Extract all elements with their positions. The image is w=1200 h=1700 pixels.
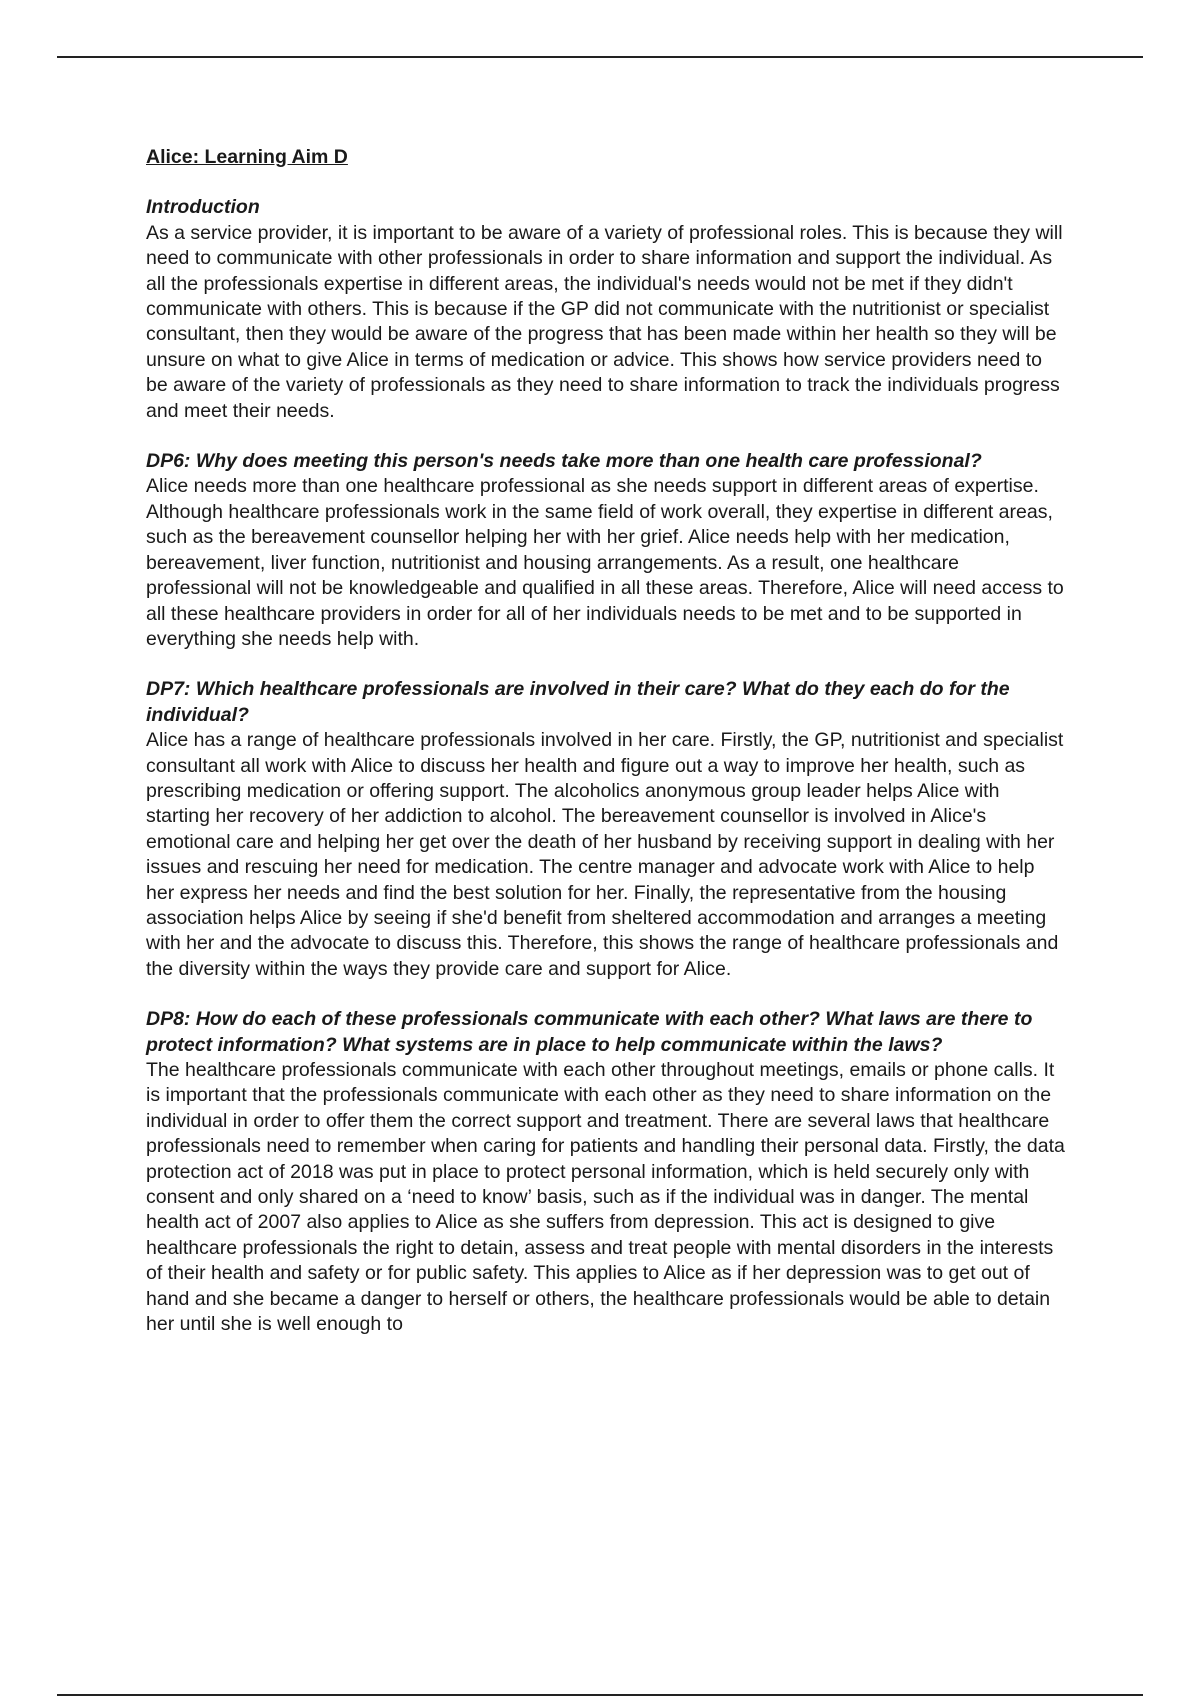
section-introduction <box>146 195 1066 424</box>
section-heading: DP8: How do each of these professionals communicate with each other? What laws are there to protect information? What systems are in place to help communicate within the laws? <box>146 1008 1033 1056</box>
section-paragraph: Alice needs more than one healthcare professional as she needs support in different areas of expertise. Although healthcare professionals work in the same field of work overall, they expertise in different areas, such as the bereavement counsellor helping her with her grief. Alice needs help with her medication, bereavement, liver function, nutritionist and housing arrangements. As a result, one healthcare professional will not be knowledgeable and qualified in all these areas. Therefore, Alice will need access to all these healthcare providers in order for all of her individuals needs to be met and to be supported in everything she needs help with. <box>146 475 1064 650</box>
document-content <box>146 145 1066 1362</box>
section-paragraph: Alice has a range of healthcare professionals involved in her care. Firstly, the GP, nutritionist and specialist consultant all work with Alice to discuss her health and figure out a way to improve her health, such as prescribing medication or offering support. The alcoholics anonymous group leader helps Alice with starting her recovery of her addiction to alcohol. The bereavement counsellor is involved in Alice's emotional care and helping her get over the death of her husband by receiving support in dealing with her issues and rescuing her need for medication. The centre manager and advocate work with Alice to help her express her needs and find the best solution for her. Finally, the representative from the housing association helps Alice by seeing if she'd benefit from sheltered accommodation and arranges a meeting with her and the advocate to discuss this. Therefore, this shows the range of healthcare professionals and the diversity within the ways they provide care and support for Alice. <box>146 729 1064 980</box>
section-heading: DP7: Which healthcare professionals are involved in their care? What do they each do for the individual? <box>146 678 1010 726</box>
section-paragraph: As a service provider, it is important to be aware of a variety of professional roles. This is because they will need to communicate with other professionals in order to share information and support the individual. As all the professionals expertise in different areas, the individual's needs would not be met if they didn't communicate with others. This is because if the GP did not communicate with the nutritionist or specialist consultant, then they would be aware of the progress that has been made within her health so they will be unsure on what to give Alice in terms of medication or advice. This shows how service providers need to be aware of the variety of professionals as they need to share information to track the individuals progress and meet their needs. <box>146 221 1063 422</box>
section-heading: DP6: Why does meeting this person's needs take more than one health care professional? <box>146 450 982 473</box>
section-dp7 <box>146 677 1066 982</box>
top-divider <box>57 56 1143 58</box>
section-dp6 <box>146 449 1066 652</box>
bottom-divider <box>57 1694 1143 1696</box>
section-heading: Introduction <box>146 196 260 219</box>
section-dp8 <box>146 1007 1066 1337</box>
document-title: Alice: Learning Aim D <box>146 146 348 168</box>
section-paragraph: The healthcare professionals communicate with each other throughout meetings, emails or phone calls. It is important that the professionals communicate with each other as they need to share information on the individual in order to offer them the correct support and treatment. There are several laws that healthcare professionals need to remember when caring for patients and handling their personal data. Firstly, the data protection act of 2018 was put in place to protect personal information, which is held securely only with consent and only shared on a ‘need to know’ basis, such as if the individual was in danger. The mental health act of 2007 also applies to Alice as she suffers from depression. This act is designed to give healthcare professionals the right to detain, assess and treat people with mental disorders in the interests of their health and safety or for public safety. This applies to Alice as if her depression was to get out of hand and she became a danger to herself or others, the healthcare professionals would be able to detain her until she is well enough to <box>146 1059 1065 1336</box>
